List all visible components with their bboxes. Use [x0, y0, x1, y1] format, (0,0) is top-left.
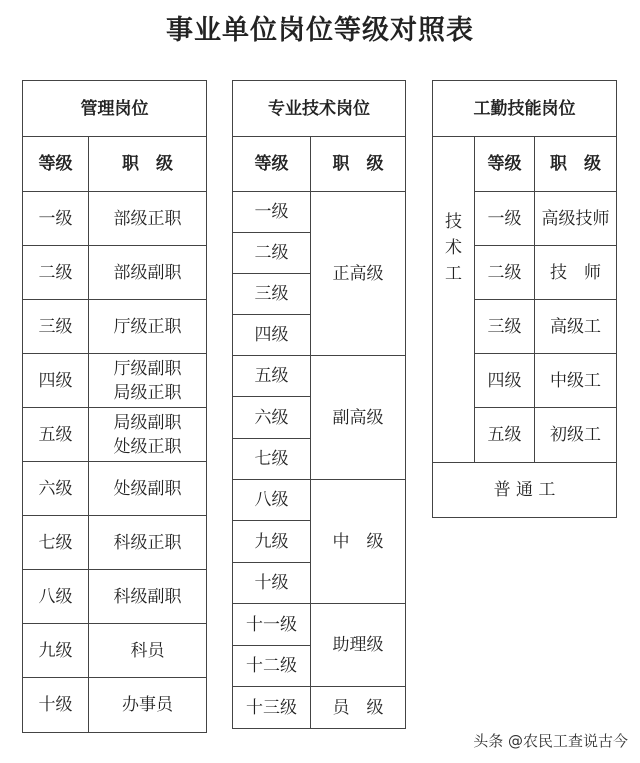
worker-side-label: 技术工 [445, 212, 462, 284]
technical-col-level: 等级 [233, 137, 311, 192]
mgmt-level: 十级 [23, 678, 89, 733]
worker-level: 一级 [475, 192, 535, 246]
worker-header: 工勤技能岗位 [433, 81, 617, 137]
tech-level: 三级 [233, 274, 311, 315]
mgmt-level: 四级 [23, 354, 89, 408]
mgmt-level: 三级 [23, 300, 89, 354]
tech-group: 助理级 [311, 604, 406, 687]
worker-side-cell [433, 137, 475, 463]
watermark: 头条 @农民工查说古今 [473, 732, 628, 750]
mgmt-position: 处级副职 [89, 462, 207, 516]
worker-col-position: 职 级 [535, 137, 617, 192]
mgmt-level: 九级 [23, 624, 89, 678]
mgmt-level: 二级 [23, 246, 89, 300]
mgmt-position: 科员 [89, 624, 207, 678]
management-header: 管理岗位 [23, 81, 207, 137]
mgmt-position-cell [89, 354, 207, 408]
worker-position: 初级工 [535, 408, 617, 463]
worker-level: 三级 [475, 300, 535, 354]
worker-level: 二级 [475, 246, 535, 300]
mgmt-level: 七级 [23, 516, 89, 570]
mgmt-position: 科级副职 [89, 570, 207, 624]
tech-level: 六级 [233, 397, 311, 439]
tech-level: 八级 [233, 480, 311, 521]
mgmt-position: 部级正职 [89, 192, 207, 246]
management-table [22, 80, 207, 733]
worker-position: 技 师 [535, 246, 617, 300]
mgmt-position: 科级正职 [89, 516, 207, 570]
tech-level: 十三级 [233, 687, 311, 729]
mgmt-position: 局级副职 [113, 412, 182, 433]
mgmt-position: 厅级正职 [89, 300, 207, 354]
tech-level: 十二级 [233, 646, 311, 687]
tech-level: 九级 [233, 521, 311, 563]
tech-level: 十级 [233, 563, 311, 604]
management-col-level: 等级 [23, 137, 89, 192]
worker-position: 高级工 [535, 300, 617, 354]
technical-col-position: 职 级 [311, 137, 406, 192]
mgmt-position: 局级正职 [113, 382, 182, 403]
tech-level: 二级 [233, 233, 311, 274]
tech-level: 五级 [233, 356, 311, 397]
worker-general: 普 通 工 [433, 463, 617, 518]
tech-group: 员 级 [311, 687, 406, 729]
mgmt-position: 处级正职 [113, 436, 182, 457]
tech-group: 副高级 [311, 356, 406, 480]
mgmt-position: 部级副职 [89, 246, 207, 300]
mgmt-position-cell [89, 408, 207, 462]
tech-level: 四级 [233, 315, 311, 356]
tech-level: 十一级 [233, 604, 311, 646]
mgmt-level: 一级 [23, 192, 89, 246]
worker-table [432, 80, 617, 518]
mgmt-level: 五级 [23, 408, 89, 462]
mgmt-position: 办事员 [89, 678, 207, 733]
tech-group: 中 级 [311, 480, 406, 604]
tech-level: 七级 [233, 439, 311, 480]
mgmt-level: 八级 [23, 570, 89, 624]
tech-group: 正高级 [311, 192, 406, 356]
worker-position: 高级技师 [535, 192, 617, 246]
technical-table [232, 80, 406, 729]
page-title: 事业单位岗位等级对照表 [166, 15, 474, 46]
worker-position: 中级工 [535, 354, 617, 408]
tech-level: 一级 [233, 192, 311, 233]
worker-col-level: 等级 [475, 137, 535, 192]
management-col-position: 职 级 [89, 137, 207, 192]
worker-level: 四级 [475, 354, 535, 408]
worker-level: 五级 [475, 408, 535, 463]
mgmt-position: 厅级副职 [113, 358, 182, 379]
mgmt-level: 六级 [23, 462, 89, 516]
technical-header: 专业技术岗位 [233, 81, 406, 137]
